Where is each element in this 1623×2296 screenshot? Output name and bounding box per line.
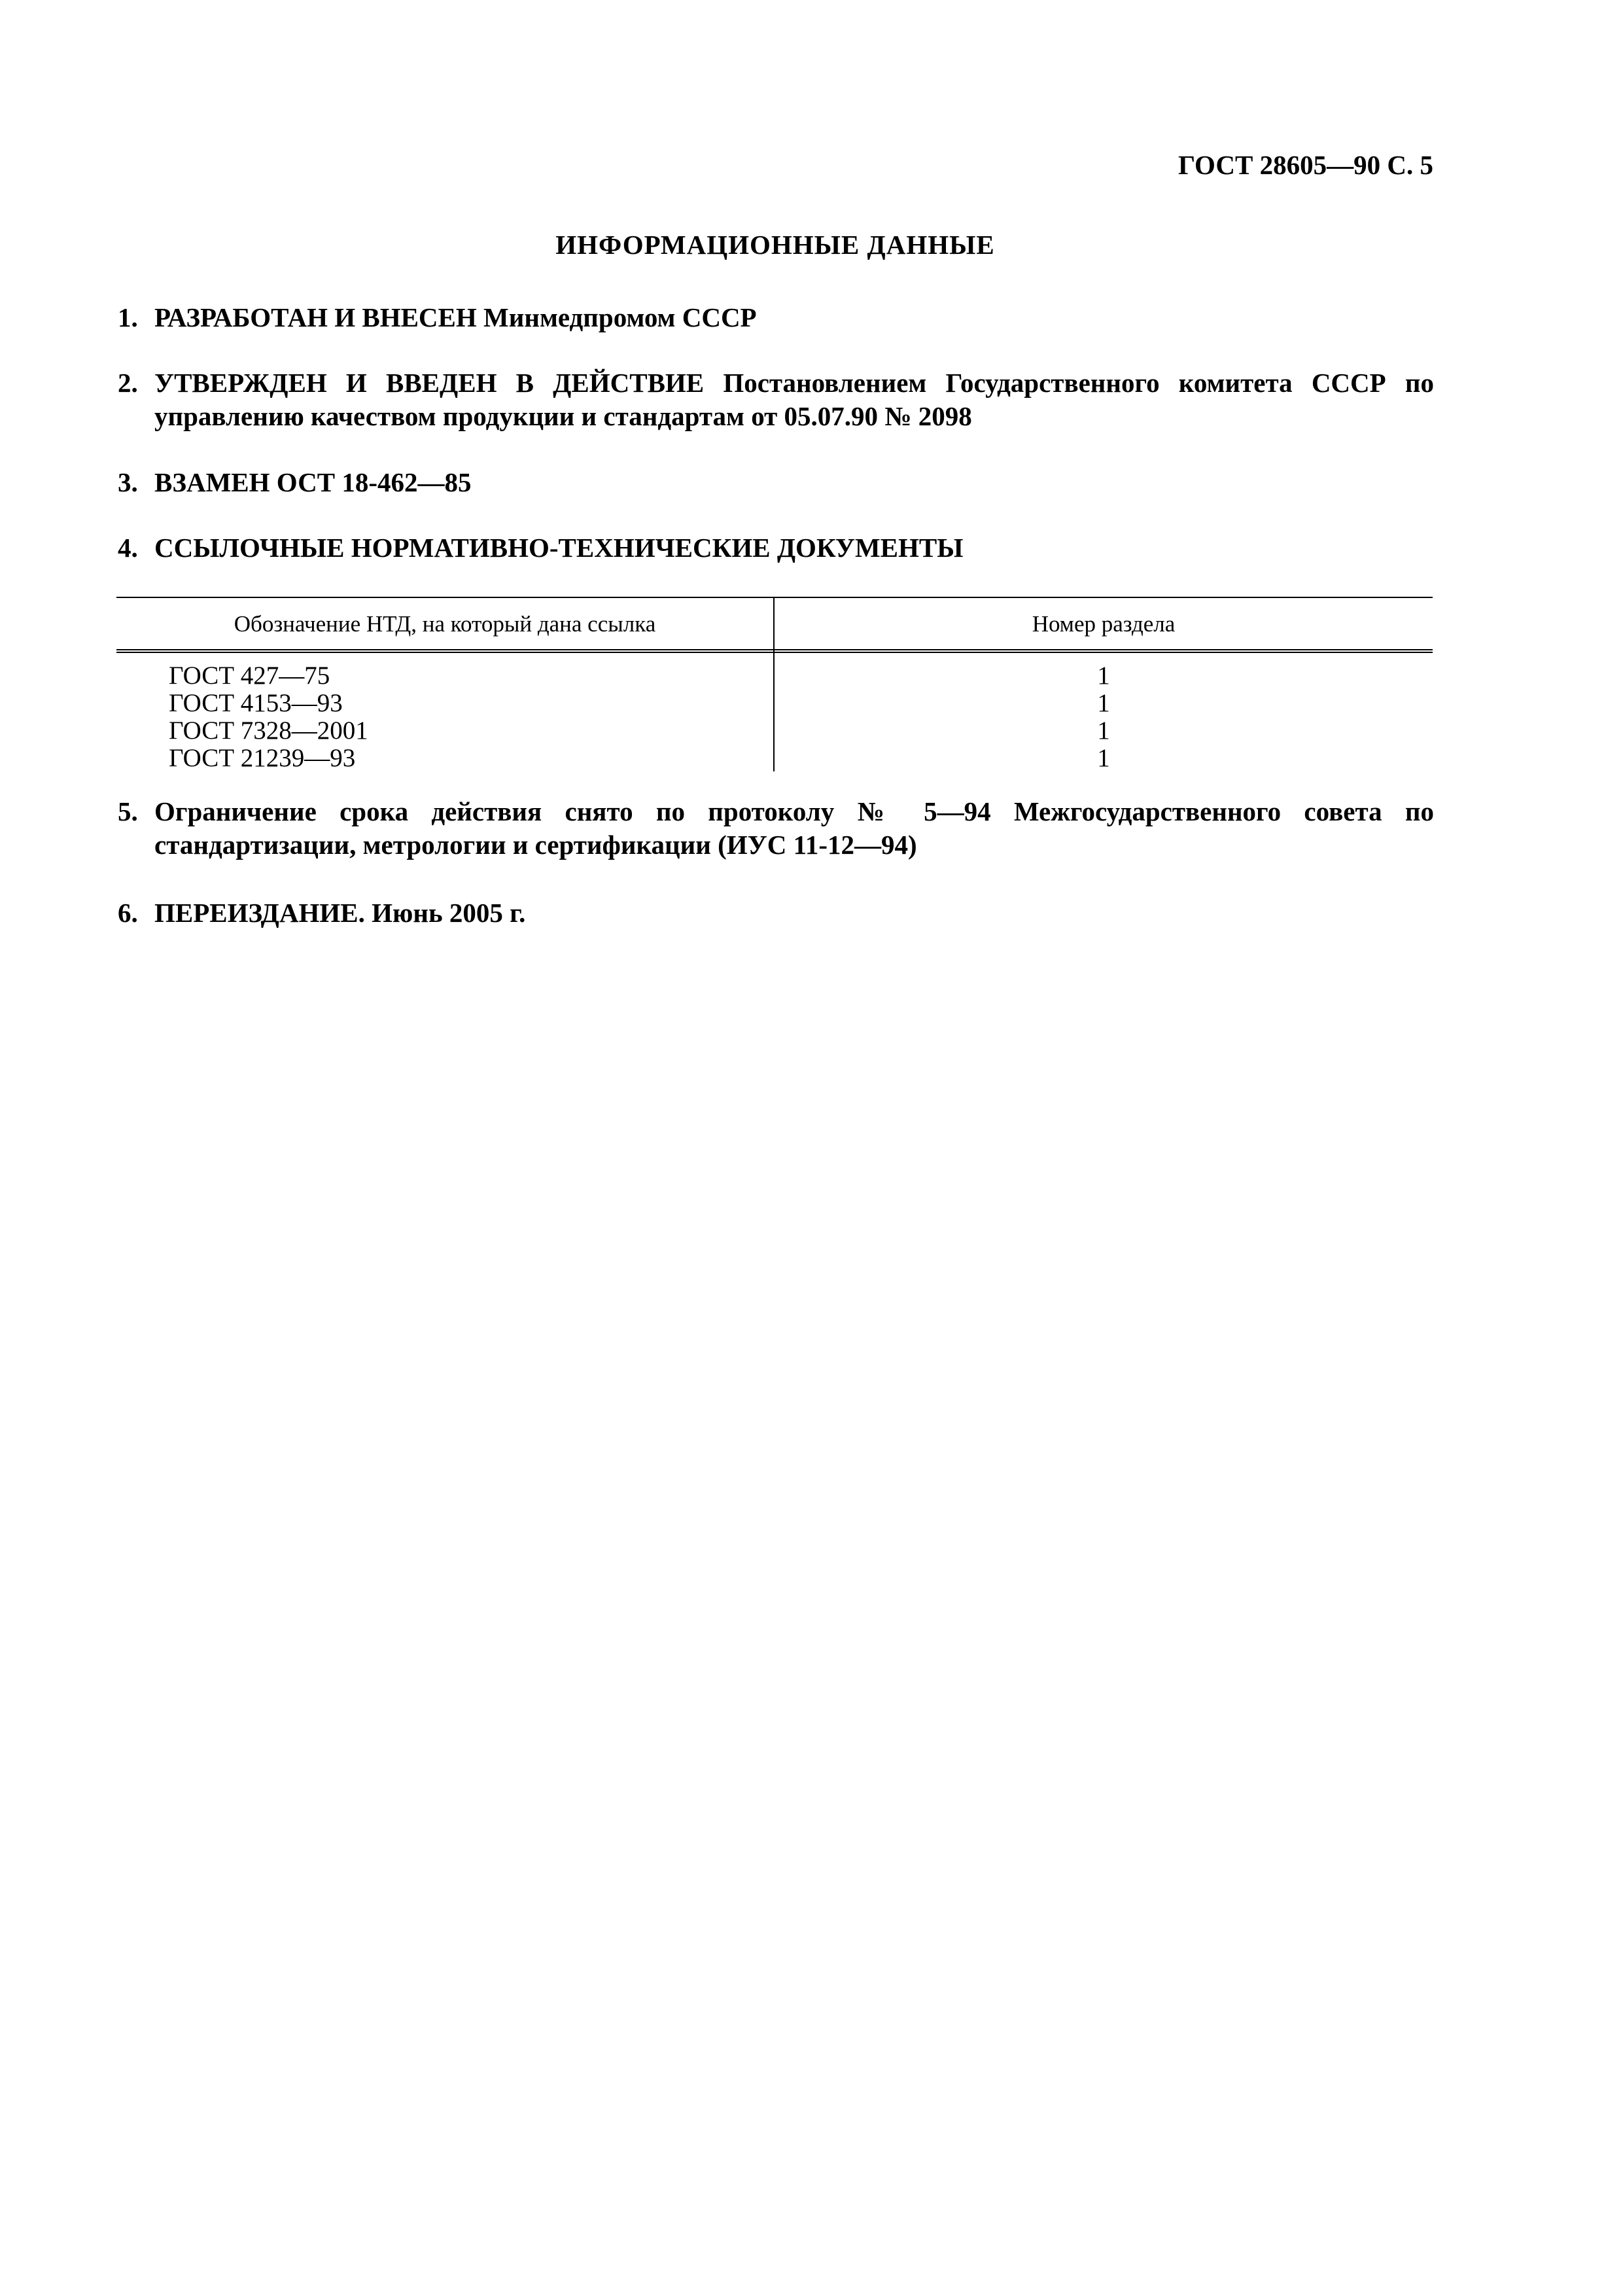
table-cell-document: ГОСТ 4153—93 xyxy=(169,689,343,717)
item-number: 1. xyxy=(118,302,138,332)
page-title: ИНФОРМАЦИОННЫЕ ДАННЫЕ xyxy=(555,230,995,260)
table-cell-document: ГОСТ 21239—93 xyxy=(169,744,356,772)
info-item-approved xyxy=(118,366,1434,433)
item-number: 5. xyxy=(118,796,138,826)
table-row xyxy=(116,661,1433,688)
item-text: УТВЕРЖДЕН И ВВЕДЕН В ДЕЙСТВИЕ Постановлением Государственного комитета СССР по управлению качеством продукции и стандартам от 05.07.90 № 2098 xyxy=(154,368,1434,431)
item-number: 4. xyxy=(118,533,138,563)
table-row xyxy=(116,743,1433,771)
table-cell-section: 1 xyxy=(1097,716,1110,745)
item-text: Ограничение срока действия снято по протоколу № 5—94 Межгосударственного совета по стандартизации, метрологии и сертификации (ИУС 11-12—94) xyxy=(154,796,1434,860)
item-number: 2. xyxy=(118,368,138,398)
table-cell-section: 1 xyxy=(1097,662,1110,690)
info-item-references-heading xyxy=(118,531,1434,565)
table-cell-document: ГОСТ 7328—2001 xyxy=(169,716,368,745)
info-item-reissue xyxy=(118,896,1434,930)
info-item-replaces xyxy=(118,466,1434,499)
table-cell-section: 1 xyxy=(1097,744,1110,772)
item-number: 6. xyxy=(118,898,138,928)
item-text: ПЕРЕИЗДАНИЕ. Июнь 2005 г. xyxy=(154,898,526,928)
table-row xyxy=(116,716,1433,743)
info-item-developed xyxy=(118,301,1434,334)
item-text: ССЫЛОЧНЫЕ НОРМАТИВНО-ТЕХНИЧЕСКИЕ ДОКУМЕНТЫ xyxy=(154,533,964,563)
table-cell-document: ГОСТ 427—75 xyxy=(169,662,330,690)
reference-documents-table xyxy=(116,597,1433,771)
table-cell-section: 1 xyxy=(1097,689,1110,717)
document-code-header: ГОСТ 28605—90 С. 5 xyxy=(1178,150,1433,180)
table-header-section: Номер раздела xyxy=(1032,611,1176,637)
table-header-double-rule xyxy=(116,649,1433,653)
info-item-term-limit xyxy=(118,795,1434,862)
table-row xyxy=(116,688,1433,716)
item-number: 3. xyxy=(118,467,138,497)
table-top-rule xyxy=(116,597,1433,598)
item-text: РАЗРАБОТАН И ВНЕСЕН Минмедпромом СССР xyxy=(154,302,757,332)
table-header-document: Обозначение НТД, на который дана ссылка xyxy=(234,611,656,637)
table-body xyxy=(116,661,1433,771)
item-text: ВЗАМЕН ОСТ 18-462—85 xyxy=(154,467,472,497)
